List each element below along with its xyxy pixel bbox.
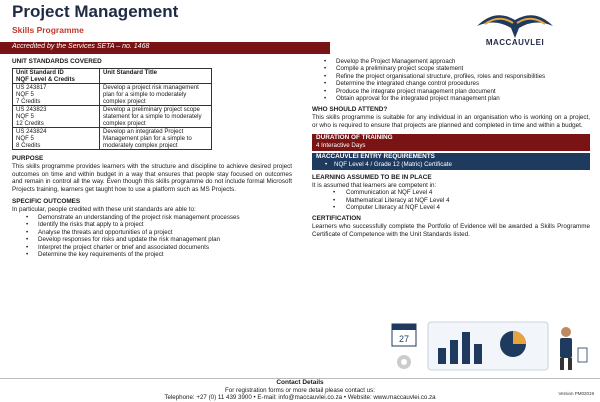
outcomes-intro: In particular, people credited with these unit standards are able to: [12,206,196,214]
project-planning-illustration [388,318,588,374]
bar-icon [450,340,458,364]
list-item: • Develop responses for risks and update the risk management plan [38,236,292,243]
entry-list [316,161,586,169]
accreditation-text: Accredited by the Services SETA – no. 1468 [12,43,150,50]
who-heading: WHO SHOULD ATTEND? [312,106,388,114]
list-item: • Develop the Project Management approach [336,58,590,65]
table-row [13,106,212,128]
unit-title-cell: Develop a preliminary project scope statement for a simple to moderately complex project [100,106,212,128]
contact-heading: Contact Details [276,379,324,386]
table-row [13,128,212,150]
contact-footer [0,378,600,401]
learning-list [312,189,590,211]
table-row [13,84,212,106]
contact-intro: For registration forms or more detail please contact us: [225,387,375,394]
list-item: • Refine the project organisational structure, profiles, roles and responsibilities [336,73,590,80]
unit-title-cell: Develop an integrated Project Management plan for a simple to moderately complex project [100,128,212,150]
clipboard-icon [578,348,587,362]
unit-standards-heading: UNIT STANDARDS COVERED [12,58,102,65]
outcomes-list-continued [312,58,590,102]
col-header-id: Unit Standard ID NQF Level & Credits [13,69,100,84]
list-item: • Compile a preliminary project scope statement [336,65,590,72]
list-item: • Communication at NQF Level 4 [346,189,590,196]
unit-standards-table [12,68,212,150]
outcomes-heading: SPECIFIC OUTCOMES [12,198,81,206]
outcomes-list [12,214,292,258]
duration-text: 4 Interactive Days [316,141,366,149]
person-icon [560,327,572,370]
entry-requirements-box [312,153,590,170]
duration-box [312,134,590,151]
duration-heading: DURATION OF TRAINING [316,133,393,141]
bar-icon [474,344,482,364]
logo-text: MACCAUVLEI [485,38,545,47]
accreditation-banner [0,42,330,54]
unit-id-cell: US 243817 NQF 5 7 Credits [13,84,100,106]
left-column [12,58,292,258]
learning-heading: LEARNING ASSUMED TO BE IN PLACE [312,173,432,181]
page-subtitle: Skills Programme [12,25,84,35]
bar-icon [462,332,470,364]
learning-intro: It is assumed that learners are competent in: [312,181,437,189]
list-item: • Obtain approval for the integrated project management plan [336,95,590,102]
calendar-day: 27 [398,334,410,344]
list-item: • Analyse the threats and opportunities of a project [38,229,292,236]
unit-id-cell: US 243824 NQF 5 8 Credits [13,128,100,150]
list-item: • Produce the integrate project management plan document [336,88,590,95]
gear-icon [397,355,411,369]
entry-heading: MACCAUVLEI ENTRY REQUIREMENTS [316,152,435,160]
list-item: • Interpret the project charter or brief and associated documents [38,244,292,251]
bar-icon [438,348,446,364]
company-logo [455,6,575,52]
table-header-row [13,69,212,84]
list-item: • NQF Level 4 / Grade 12 (Matric) Certificate [334,161,586,169]
list-item: • Mathematical Literacy at NQF Level 4 [346,197,590,204]
eagle-logo-icon [475,6,555,40]
contact-details: Telephone: +27 (0) 11 439 3900 • E-mail: info@maccauvlei.co.za • Website: www.maccauvlei.co.za [164,394,436,402]
purpose-text: This skills programme provides learners with the structure and discipline to achieve desired project outcomes on time and within budget in a way that ensures that people stay focused on outcomes and remain in control all the way. Even though this skills programme do not include formal Microsoft Projects training, learners get taught how to use a platform such as MS Projects. [12,163,292,193]
unit-title-cell: Develop a project risk management plan for a simple to moderately complex project [100,84,212,106]
who-text: This skills programme is suitable for any individual in an organisation who is working on a project, or who is required to ensure that projects are planned and completed in time and within a budget. [312,114,590,130]
right-column [312,58,590,239]
list-item: • Demonstrate an understanding of the project risk management processes [38,214,292,221]
page-title: Project Management [12,2,179,21]
list-item: • Determine the integrated change control procedures [336,80,590,87]
unit-id-cell: US 243823 NQF 5 12 Credits [13,106,100,128]
col-header-title: Unit Standard Title [100,69,212,84]
certification-text: Learners who successfully complete the Portfolio of Evidence will be awarded a Skills Programme Certificate of Competence with the Unit Standards listed. [312,223,590,239]
list-item: • Identify the risks that apply to a project [38,221,292,228]
version-label: Version PM02019 [558,391,594,396]
certification-heading: CERTIFICATION [312,215,361,223]
purpose-heading: PURPOSE [12,155,44,162]
list-item: • Determine the key requirements of the project [38,251,292,258]
list-item: • Computer Literacy at NQF Level 4 [346,204,590,211]
